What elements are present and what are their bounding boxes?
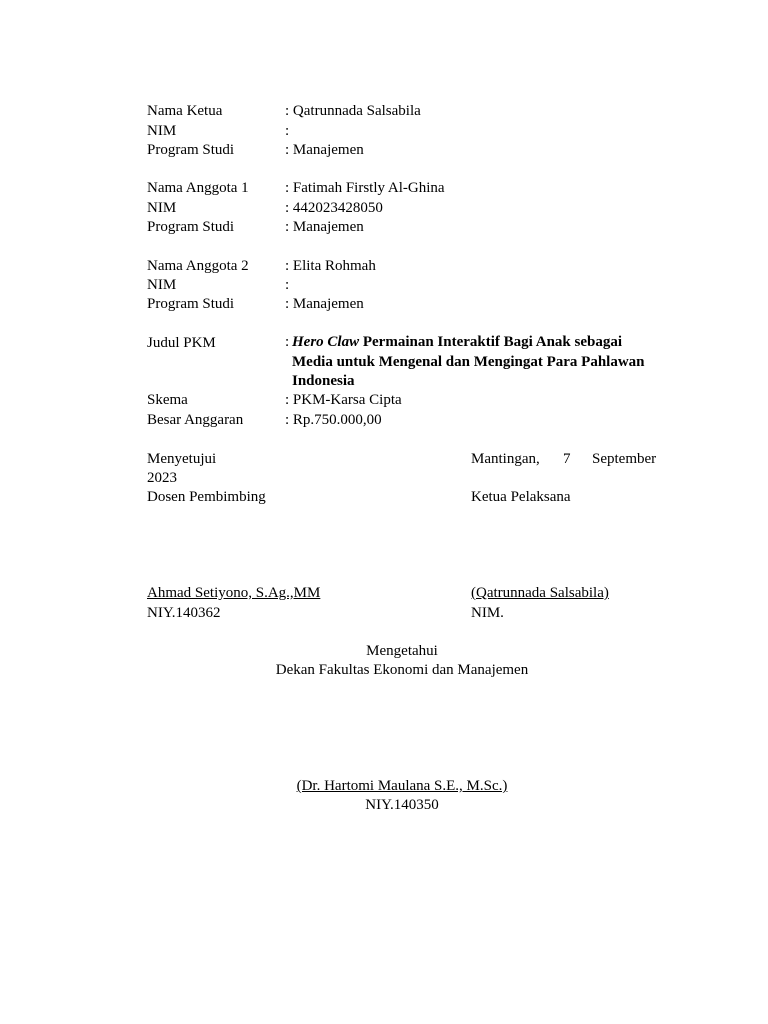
ketua-nim-value: : [285,123,290,139]
anggota2-prodi-value: : Manajemen [285,296,364,312]
judul-label: Judul PKM [147,335,216,351]
dekan-title: Dekan Fakultas Ekonomi dan Manajemen [275,662,529,678]
ketua-nim-label: NIM [147,123,177,139]
ketua-name: (Qatrunnada Salsabila) [471,585,609,601]
ketua-prodi-label: Program Studi [147,142,235,158]
skema-value: : PKM-Karsa Cipta [285,392,402,408]
judul-italic: Hero Claw [292,334,360,350]
anggota2-nim-value: : [285,277,290,293]
anggota1-nim-label: NIM [147,200,177,216]
ketua-nama-value: : Qatrunnada Salsabila [285,103,421,119]
anggaran-label: Besar Anggaran [147,412,244,428]
dekan-niy: NIY.140350 [365,797,439,813]
date-month: September [592,451,657,467]
anggota1-nim-value: : 442023428050 [285,200,383,216]
dekan-name: (Dr. Hartomi Maulana S.E., M.Sc.) [296,778,508,794]
anggota2-nama-value: : Elita Rohmah [285,258,376,274]
ketua-prodi-value: : Manajemen [285,142,364,158]
menyetujui-text: Menyetujui [147,451,217,467]
date-year: 2023 [147,470,177,486]
ketua-role: Ketua Pelaksana [471,489,571,505]
judul-line1-rest: Permainan Interaktif Bagi Anak sebagai [359,334,623,350]
anggota1-prodi-label: Program Studi [147,219,235,235]
anggota1-prodi-value: : Manajemen [285,219,364,235]
judul-line-1 [292,333,672,353]
judul-colon: : [285,334,290,350]
mengetahui-text: Mengetahui [366,643,438,659]
dosen-name: Ahmad Setiyono, S.Ag.,MM [147,585,321,601]
anggota1-nama-label: Nama Anggota 1 [147,180,249,196]
anggota2-nim-label: NIM [147,277,177,293]
anggota1-nama-value: : Fatimah Firstly Al-Ghina [285,180,445,196]
dosen-role: Dosen Pembimbing [147,489,266,505]
anggota2-nama-label: Nama Anggota 2 [147,258,249,274]
judul-value [292,333,672,392]
ketua-nim: NIM. [471,605,504,621]
date-place: Mantingan, [471,451,540,467]
anggaran-value: : Rp.750.000,00 [285,412,382,428]
dosen-niy: NIY.140362 [147,605,221,621]
dekan-name-wrap [0,777,768,796]
anggota2-prodi-label: Program Studi [147,296,235,312]
skema-label: Skema [147,392,188,408]
date-day: 7 [563,451,571,467]
ketua-nama-label: Nama Ketua [147,103,223,119]
judul-line-3: Indonesia [292,373,355,389]
judul-line-2: Media untuk Mengenal dan Mengingat Para Pahlawan [292,353,645,370]
